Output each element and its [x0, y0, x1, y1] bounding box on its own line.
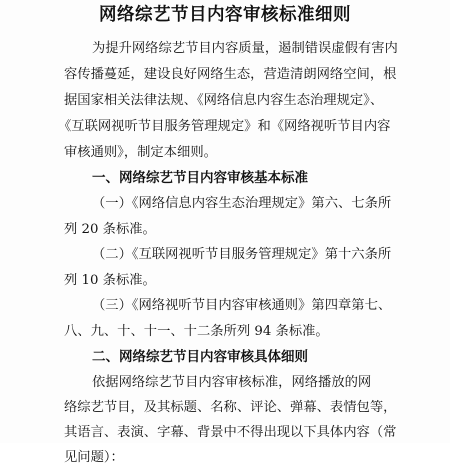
section2-line-2: 络综艺节目，及其标题、名称、评论、弹幕、表情包等，	[64, 400, 397, 415]
section1-item3-line1: （三）《网络视听节目内容审核通则》第四章第七、	[92, 298, 392, 313]
section1-item1-line2: 列 20 条标准。	[64, 222, 156, 237]
section1-item2-line2: 列 10 条标准。	[64, 273, 156, 288]
section1-item1-line1: （一）《网络信息内容生态治理规定》第六、七条所	[92, 196, 392, 211]
section1-item2-line1: （二）《互联网视听节目服务管理规定》第十六条所	[92, 247, 392, 262]
section2-line-3: 其语言、表演、字幕、背景中不得出现以下具体内容（常	[64, 425, 397, 440]
intro-line-1: 为提升网络综艺节目内容质量，遏制错误虚假有害内	[92, 41, 398, 56]
intro-line-5: 审核通则》，制定本细则。	[64, 145, 217, 160]
intro-line-3: 据国家相关法律法规、《网络信息内容生态治理规定》、	[64, 93, 384, 108]
section2-line-4: 见问题）：	[64, 450, 124, 465]
section1-heading: 一、网络综艺节目内容审核基本标准	[92, 170, 308, 186]
document-title: 网络综艺节目内容审核标准细则	[99, 5, 351, 25]
intro-line-4: 《互联网视听节目服务管理规定》和《网络视听节目内容	[58, 119, 391, 134]
section2-heading: 二、网络综艺节目内容审核具体细则	[92, 349, 308, 365]
intro-line-2: 容传播蔓延，建设良好网络生态，营造清朗网络空间，根	[64, 67, 397, 82]
section2-line-1: 依据网络综艺节目内容审核标准，网络播放的网	[92, 375, 372, 390]
section1-item3-line2: 八、九、十、十一、十二条所列 94 条标准。	[64, 324, 329, 339]
